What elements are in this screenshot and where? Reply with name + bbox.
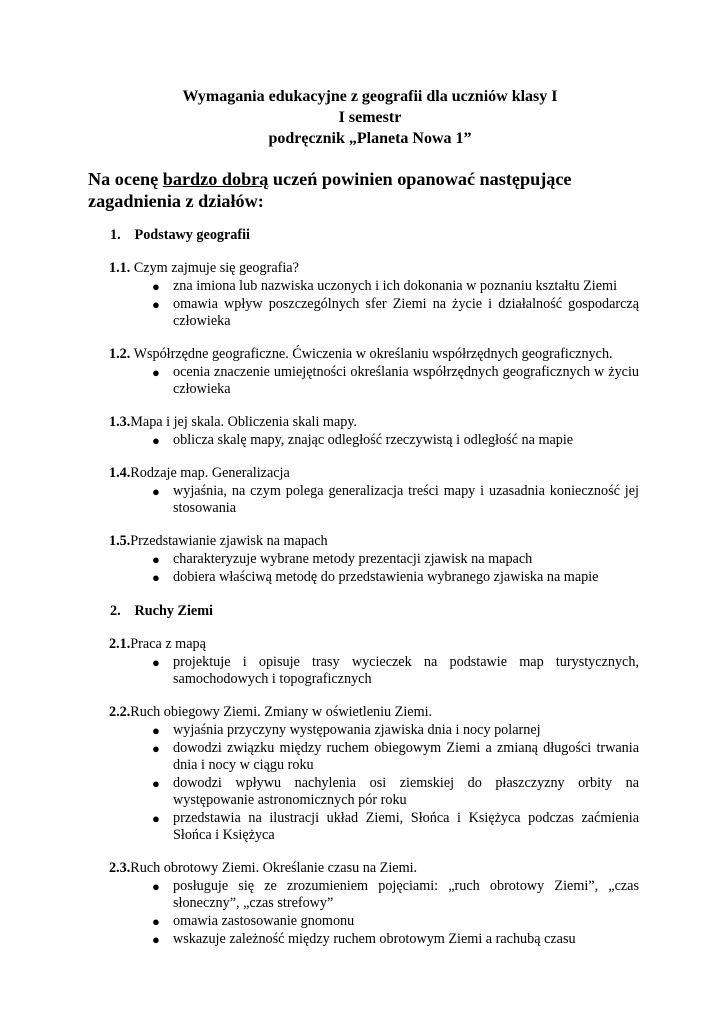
- document-title-line-2: I semestr: [338, 109, 402, 126]
- bullet-icon: ●: [152, 776, 160, 791]
- topic-number: 1.2.: [109, 346, 131, 362]
- bullet-icon: ●: [152, 655, 160, 670]
- topic-heading: [109, 346, 639, 363]
- list-item: [150, 296, 639, 330]
- bullet-list: [0, 278, 725, 330]
- bullet-icon: ●: [152, 932, 160, 947]
- bullet-list: [0, 364, 725, 398]
- bullet-icon: ●: [152, 914, 160, 929]
- bullet-icon: ●: [152, 741, 160, 756]
- list-item: [150, 654, 639, 688]
- topic-heading: [109, 636, 639, 653]
- topic-heading: [109, 465, 639, 482]
- bullet-icon: ●: [152, 484, 160, 499]
- chapter-heading: [110, 602, 725, 620]
- list-item-text: ocenia znaczenie umiejętności określania współrzędnych geograficznych w życiu człowieka: [173, 364, 639, 397]
- list-item-text: dowodzi wpływu nachylenia osi ziemskiej do płaszczyzny orbity na występowanie astronomicznych pór roku: [173, 775, 639, 808]
- list-item: [150, 483, 639, 517]
- topic-title: Praca z mapą: [130, 636, 206, 652]
- intro-grade: bardzo dobrą: [162, 169, 269, 189]
- topic-number: 2.2.: [109, 704, 131, 720]
- list-item-text: zna imiona lub nazwiska uczonych i ich dokonania w poznaniu kształtu Ziemi: [173, 278, 618, 294]
- list-item-text: charakteryzuje wybrane metody prezentacji zjawisk na mapach: [173, 551, 533, 567]
- list-item-text: projektuje i opisuje trasy wycieczek na podstawie map turystycznych, samochodowych i topograficznych: [173, 654, 639, 687]
- list-item: [150, 569, 639, 586]
- bullet-icon: ●: [152, 433, 160, 448]
- chapter-title: Podstawy geografii: [134, 227, 251, 243]
- topic-number: 1.5.: [109, 533, 131, 549]
- list-item-text: omawia zastosowanie gnomonu: [173, 913, 355, 929]
- topic-number: 2.3.: [109, 860, 131, 876]
- topic-heading: [109, 414, 639, 431]
- document-title-line-3: podręcznik „Planeta Nowa 1”: [268, 130, 472, 147]
- chapter-title: Ruchy Ziemi: [134, 603, 213, 619]
- list-item: [150, 810, 639, 844]
- bullet-icon: ●: [152, 879, 160, 894]
- intro-statement: [88, 168, 637, 212]
- intro-before: Na ocenę: [88, 169, 163, 189]
- topic-heading: [109, 704, 639, 721]
- list-item-text: dobiera właściwą metodę do przedstawienia wybranego zjawiska na mapie: [173, 569, 599, 585]
- bullet-list: [0, 654, 725, 688]
- list-item: [150, 913, 639, 930]
- topic-title: Czym zajmuje się geografia?: [130, 260, 299, 276]
- bullet-icon: ●: [152, 723, 160, 738]
- list-item-text: wyjaśnia, na czym polega generalizacja treści mapy i uzasadnia konieczność jej stosowania: [173, 483, 639, 516]
- bullet-icon: ●: [152, 570, 160, 585]
- bullet-icon: ●: [152, 365, 160, 380]
- list-item: [150, 740, 639, 774]
- list-item: [150, 878, 639, 912]
- list-item-text: wskazuje zależność między ruchem obrotowym Ziemi a rachubą czasu: [173, 931, 576, 947]
- topic-title: Przedstawianie zjawisk na mapach: [130, 533, 328, 549]
- list-item-text: oblicza skalę mapy, znając odległość rzeczywistą i odległość na mapie: [173, 432, 574, 448]
- topic-number: 1.4.: [109, 465, 131, 481]
- topic-title: Współrzędne geograficzne. Ćwiczenia w określaniu współrzędnych geograficznych.: [130, 346, 613, 362]
- list-item: [150, 931, 639, 948]
- list-item: [150, 364, 639, 398]
- bullet-list: [0, 878, 725, 948]
- bullet-list: [0, 551, 725, 586]
- bullet-icon: ●: [152, 811, 160, 826]
- intro-after: uczeń powinien opanować następujące zagadnienia z działów:: [88, 169, 572, 211]
- list-item-text: omawia wpływ poszczególnych sfer Ziemi na życie i działalność gospodarczą człowieka: [173, 296, 639, 329]
- list-item-text: dowodzi związku między ruchem obiegowym Ziemi a zmianą długości trwania dnia i nocy w ciągu roku: [173, 740, 639, 773]
- list-item: [150, 278, 639, 295]
- topic-number: 2.1.: [109, 636, 131, 652]
- bullet-icon: ●: [152, 297, 160, 312]
- topic-heading: [109, 260, 639, 277]
- topic-title: Ruch obiegowy Ziemi. Zmiany w oświetleniu Ziemi.: [130, 704, 433, 720]
- topic-heading: [109, 860, 639, 877]
- chapter-number: 2.: [110, 603, 121, 619]
- list-item-text: posługuje się ze zrozumieniem pojęciami: „ruch obrotowy Ziemi”, „czas słoneczny”, „czas strefowy”: [173, 878, 639, 911]
- list-item: [150, 775, 639, 809]
- bullet-list: [0, 722, 725, 844]
- topic-title: Rodzaje map. Generalizacja: [130, 465, 290, 481]
- chapter-number: 1.: [110, 227, 121, 243]
- bullet-icon: ●: [152, 279, 160, 294]
- topic-title: Mapa i jej skala. Obliczenia skali mapy.: [130, 414, 358, 430]
- topic-number: 1.1.: [109, 260, 131, 276]
- chapter-heading: [110, 226, 725, 244]
- topic-heading: [109, 533, 639, 550]
- list-item: [150, 551, 639, 568]
- bullet-list: [0, 432, 725, 449]
- bullet-list: [0, 483, 725, 517]
- list-item: [150, 722, 639, 739]
- bullet-icon: ●: [152, 552, 160, 567]
- topic-title: Ruch obrotowy Ziemi. Określanie czasu na Ziemi.: [130, 860, 418, 876]
- list-item-text: wyjaśnia przyczyny występowania zjawiska dnia i nocy polarnej: [173, 722, 541, 738]
- list-item: [150, 432, 639, 449]
- document-title-line-1: Wymagania edukacyjne z geografii dla uczniów klasy I: [182, 88, 558, 105]
- list-item-text: przedstawia na ilustracji układ Ziemi, Słońca i Księżyca podczas zaćmienia Słońca i Księżyca: [173, 810, 639, 843]
- topic-number: 1.3.: [109, 414, 131, 430]
